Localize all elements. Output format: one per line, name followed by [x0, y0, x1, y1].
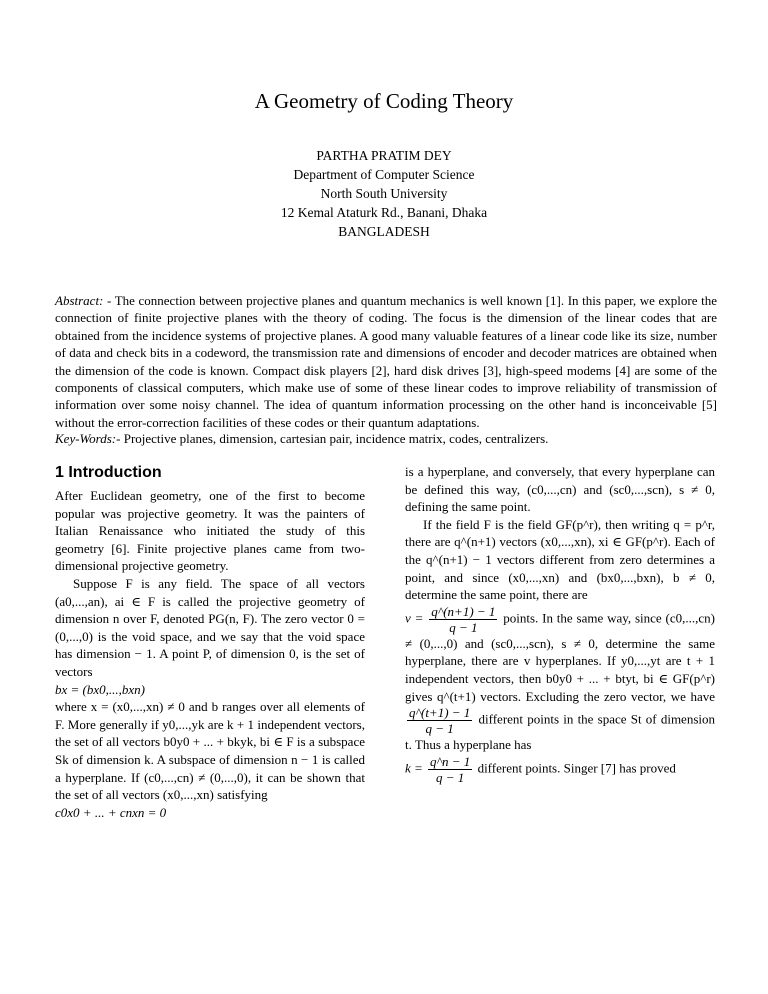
fraction: [429, 604, 497, 635]
paragraph: where x = (x0,...,xn) ≠ 0 and b ranges over all elements of F. More generally if y0,...,yk are k + 1 independent vectors, the set of all vectors b0y0 + ... + bkyk, bi ∈ F is a subspace Sk of dimension k. A subspace of dimension n − 1 is called a hyperplane. If (c0,...,cn) ≠ (0,...,0), it can be shown that the set of all vectors (x0,...,xn) satisfying: [55, 699, 365, 803]
paragraph-text: different points in the space St of dimension t. Thus a hyperplane has: [405, 711, 715, 753]
left-column: [55, 463, 365, 821]
paragraph: is a hyperplane, and conversely, that every hyperplane can be defined this way, (c0,...,cn) and (sc0,...,scn), s ≠ 0, defining the same point.: [405, 464, 715, 515]
fraction: [428, 754, 472, 785]
paragraph: If the field F is the field GF(p^r), then writing q = p^r, there are q^(n+1) vectors (x0,...,xn), xi ∈ GF(p^r). Each of the q^(n+1) − 1 vectors different from zero determines a point, and since (x0,...,xn) and (bx0,...,bxn), b ≠ 0, determine the same point, there are: [405, 516, 715, 603]
equation: c0x0 + ... + cnxn = 0: [55, 804, 167, 820]
keywords: [55, 430, 717, 447]
author-university: North South University: [320, 186, 448, 201]
paragraph: Suppose F is any field. The space of all vectors (a0,...,an), ai ∈ F is called the projective geometry of dimension n over F, denoted PG(n, F). The zero vector 0 = (0,...,0) is the void space, and we say that the void space has dimension − 1. A point P, of dimension 0, is the set of vectors: [55, 575, 365, 679]
paragraph-text: different points. Singer [7] has proved: [474, 760, 676, 776]
abstract-text: - The connection between projective planes and quantum mechanics is well known [1]. In this paper, we explore the connection of finite projective planes with the theory of coding. The focus is the dimension of the linear codes that are obtained from the incidence systems of projective planes. A good many valuable features of a linear code like its size, number of data and check bits in a codeword, the transmission rate and dimensions of encoder and decoder matrices are obtained when the dimension of the code is known. Compact disk players [2], hard disk drives [3], high-speed modems [4] are some of the components of classical computers, which make use of some of these linear codes to improve reliability of transmission of information over some noisy channel. The idea of quantum information processing on the other hand is inconceivable [5] without the error-correction facilities of these codes or their quantum adaptations.: [55, 293, 717, 430]
paragraph-text: points. In the same way, since (c0,...,cn) ≠ (0,...,0) and (sc0,...,scn), s ≠ 0, determine the same hyperplane, there are v hyperplanes. If y0,...,yt are t + 1 independent vectors, then b0y0 + ... + btyt, bi ∈ GF(p^r) gives q^(t+1) vectors. Excluding the zero vector, we have: [405, 610, 715, 704]
paragraph: [405, 604, 715, 754]
fraction-numerator: q^(n+1) − 1: [431, 603, 496, 619]
right-column: [405, 463, 715, 785]
author-address: 12 Kemal Ataturk Rd., Banani, Dhaka: [280, 205, 488, 220]
author-department: Department of Computer Science: [293, 167, 475, 182]
equation-k: k =: [405, 760, 427, 776]
fraction: [407, 705, 472, 736]
author-country: BANGLADESH: [338, 224, 430, 239]
fraction-denominator: q − 1: [436, 769, 465, 785]
equation: bx = (bx0,...,bxn): [55, 681, 145, 697]
paragraph: [405, 754, 715, 785]
fraction-denominator: q − 1: [425, 721, 454, 737]
keywords-text: - Projective planes, dimension, cartesian pair, incidence matrix, codes, centralizers.: [116, 431, 549, 446]
paper-title: A Geometry of Coding Theory: [254, 89, 514, 113]
abstract-label: Abstract:: [55, 293, 104, 308]
section-heading: 1 Introduction: [55, 464, 162, 481]
fraction-numerator: q^(t+1) − 1: [409, 705, 471, 721]
fraction-denominator: q − 1: [449, 619, 478, 635]
keywords-label: Key-Words:: [55, 431, 117, 446]
author-block: [0, 146, 768, 241]
equation-v: v =: [405, 610, 428, 626]
paragraph: After Euclidean geometry, one of the first to become popular was projective geometry. It was the painters of Italian Renaissance who initiated the study of this geometry [6]. Finite projective planes came from two-dimensional projective geometry.: [55, 488, 365, 574]
fraction-numerator: q^n − 1: [430, 753, 471, 769]
abstract: [55, 292, 717, 431]
author-name: PARTHA PRATIM DEY: [316, 148, 452, 163]
